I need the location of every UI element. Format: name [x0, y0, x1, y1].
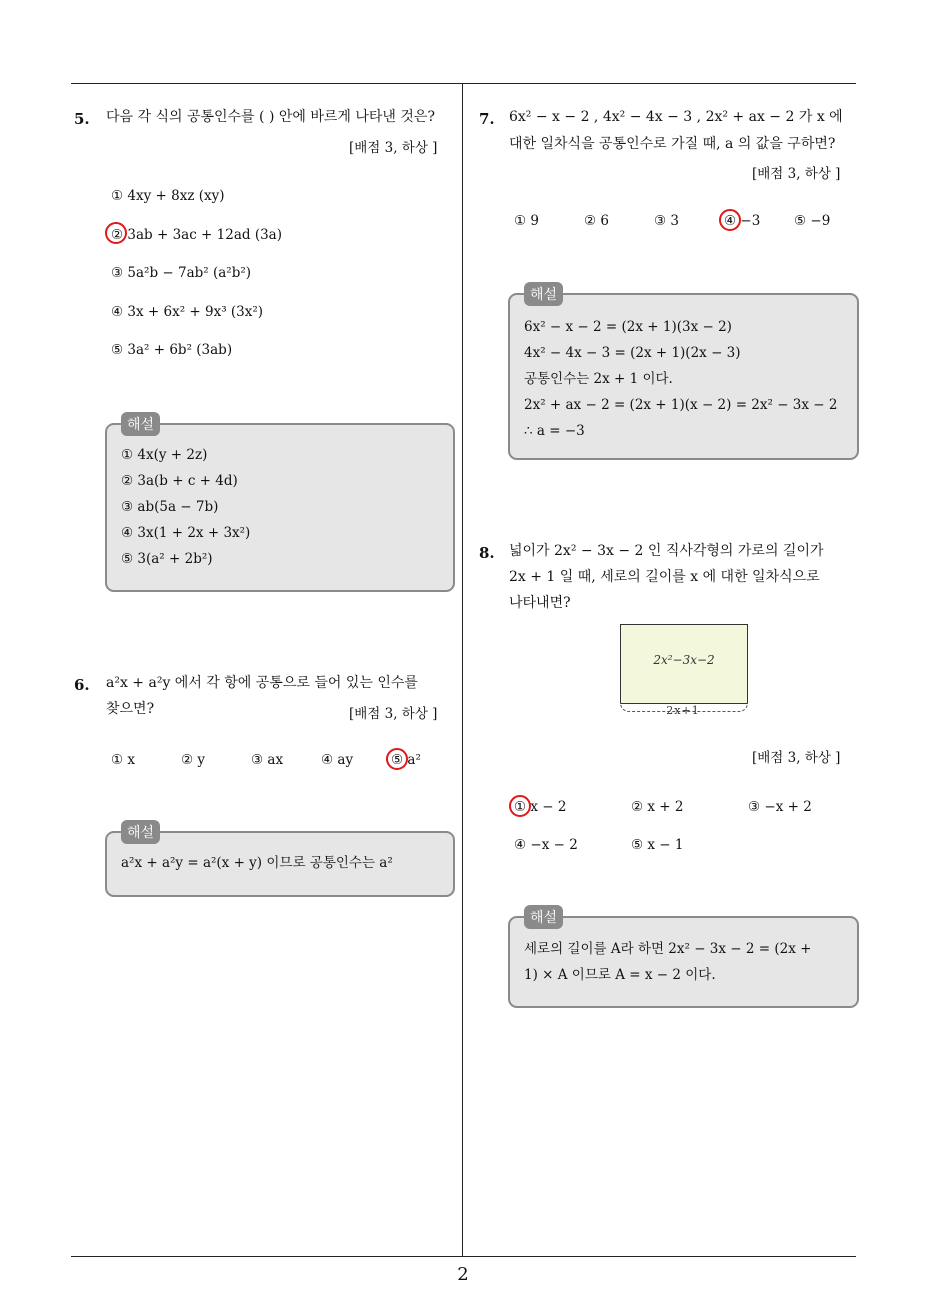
q6-text-line1: a²x + a²y 에서 각 항에 공통으로 들어 있는 인수를 [106, 675, 418, 691]
q8-solution-tag: 해설 [524, 905, 563, 929]
q8-solution-box [508, 910, 859, 1008]
q8-choice-3[interactable]: ③ −x + 2 [748, 799, 812, 815]
q6-solution-tag: 해설 [121, 820, 160, 844]
q5-solution-body [121, 442, 250, 572]
q6-solution-box [105, 825, 455, 897]
q7-score: [배점 3, 하상 ] [752, 166, 841, 182]
q8-choice-4[interactable]: ④ −x − 2 [514, 837, 578, 853]
q6-solution-body [121, 850, 393, 876]
q7-number: 7. [479, 110, 495, 128]
q7-answer-mark [719, 209, 741, 231]
q6-solution-line: a²x + a²y = a²(x + y) 이므로 공통인수는 a² [121, 855, 393, 871]
q7-solution-line: 공통인수는 2x + 1 이다. [524, 371, 673, 387]
q5-solution-box [105, 417, 455, 592]
q5-score: [배점 3, 하상 ] [349, 140, 438, 156]
q8-choice-2[interactable]: ② x + 2 [631, 799, 684, 815]
q8-answer-mark [509, 795, 531, 817]
q6-choice-1[interactable]: ① x [111, 752, 136, 768]
q8-solution-body [524, 936, 811, 988]
q8-choice-1[interactable]: ① x − 2 [514, 799, 567, 815]
q5-choice-2[interactable]: ② 3ab + 3ac + 12ad (3a) [111, 227, 282, 243]
q8-text-line1: 넓이가 2x² − 3x − 2 인 직사각형의 가로의 길이가 [509, 543, 824, 559]
q7-solution-line: ∴ a = −3 [524, 423, 585, 439]
q5-solution-line: ⑤ 3(a² + 2b²) [121, 551, 213, 567]
q6-answer-mark [386, 748, 408, 770]
q5-solution-tag: 해설 [121, 412, 160, 436]
q5-text: 다음 각 식의 공통인수를 ( ) 안에 바르게 나타낸 것은? [106, 109, 435, 125]
q6-choice-4[interactable]: ④ ay [321, 752, 354, 768]
q8-number: 8. [479, 544, 495, 562]
q7-choice-3[interactable]: ③ 3 [654, 213, 679, 229]
q8-choice-5[interactable]: ⑤ x − 1 [631, 837, 684, 853]
q5-choice-1[interactable]: ① 4xy + 8xz (xy) [111, 188, 225, 204]
q6-score: [배점 3, 하상 ] [349, 706, 438, 722]
q5-answer-mark [105, 222, 127, 244]
q7-text-line2: 대한 일차식을 공통인수로 가질 때, a 의 값을 구하면? [509, 136, 836, 152]
q7-choice-1[interactable]: ① 9 [514, 213, 539, 229]
q7-solution-line: 6x² − x − 2 = (2x + 1)(3x − 2) [524, 319, 732, 335]
q8-text-line2: 2x + 1 일 때, 세로의 길이를 x 에 대한 일차식으로 [509, 569, 820, 585]
rectangle-width-label: 2x+1 [666, 704, 700, 717]
q8-solution-line: 1) × A 이므로 A = x − 2 이다. [524, 967, 716, 983]
q7-choice-5[interactable]: ⑤ −9 [794, 213, 831, 229]
q6-choice-2[interactable]: ② y [181, 752, 206, 768]
rectangle-figure [620, 624, 748, 704]
q7-choice-4[interactable]: ④ −3 [724, 213, 761, 229]
q8-solution-line: 세로의 길이를 A라 하면 2x² − 3x − 2 = (2x + [524, 941, 812, 957]
q5-number: 5. [74, 110, 90, 128]
q7-solution-box [508, 287, 859, 460]
q7-choice-2[interactable]: ② 6 [584, 213, 609, 229]
column-divider [462, 83, 463, 1257]
q5-choice-5[interactable]: ⑤ 3a² + 6b² (3ab) [111, 342, 233, 358]
q5-solution-line: ① 4x(y + 2z) [121, 447, 208, 463]
q7-text-line1: 6x² − x − 2 , 4x² − 4x − 3 , 2x² + ax − 2 가 x 에 [509, 109, 843, 125]
q7-solution-line: 2x² + ax − 2 = (2x + 1)(x − 2) = 2x² − 3x − 2 [524, 397, 838, 413]
q5-solution-line: ③ ab(5a − 7b) [121, 499, 219, 515]
q6-text-line2: 찾으면? [106, 701, 155, 717]
q5-choice-3[interactable]: ③ 5a²b − 7ab² (a²b²) [111, 265, 252, 281]
q6-choice-5[interactable]: ⑤ a² [391, 752, 421, 768]
bottom-rule [71, 1256, 856, 1257]
q7-solution-body [524, 314, 838, 444]
q7-solution-line: 4x² − 4x − 3 = (2x + 1)(2x − 3) [524, 345, 741, 361]
q6-number: 6. [74, 676, 90, 694]
top-rule [71, 83, 856, 84]
q5-choice-4[interactable]: ④ 3x + 6x² + 9x³ (3x²) [111, 304, 264, 320]
q8-score: [배점 3, 하상 ] [752, 750, 841, 766]
q5-solution-line: ④ 3x(1 + 2x + 3x²) [121, 525, 251, 541]
q6-choice-3[interactable]: ③ ax [251, 752, 284, 768]
q5-solution-line: ② 3a(b + c + 4d) [121, 473, 238, 489]
q8-text-line3: 나타내면? [509, 595, 571, 611]
q7-solution-tag: 해설 [524, 282, 563, 306]
page-number: 2 [457, 1264, 469, 1285]
rectangle-area-label: 2x²−3x−2 [653, 653, 715, 667]
